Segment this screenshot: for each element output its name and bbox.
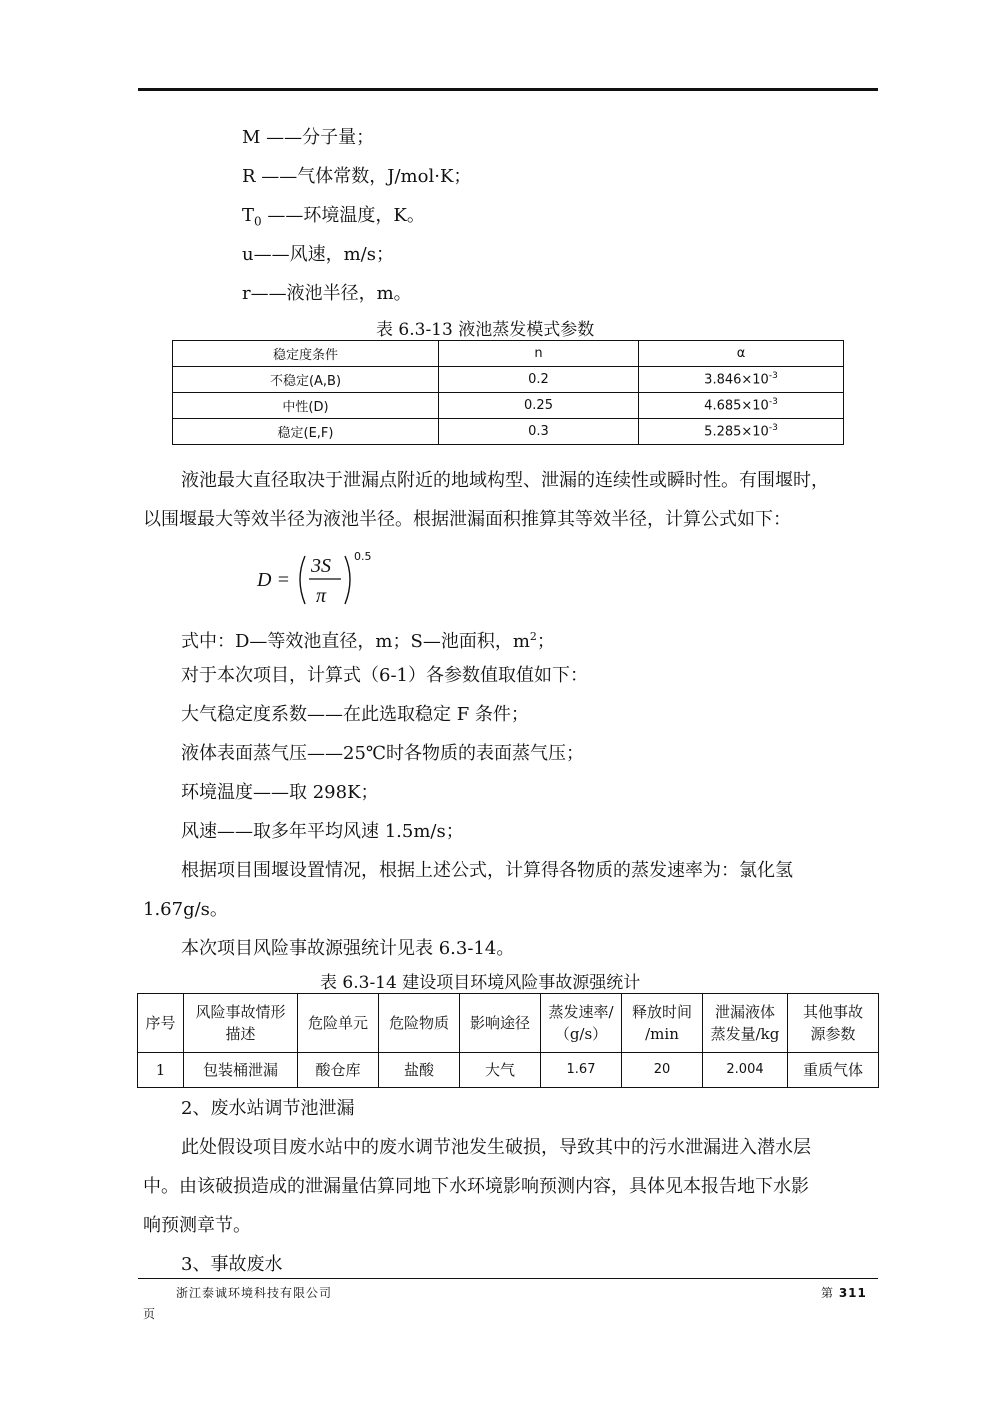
section-heading: 2、废水站调节池泄漏 [181,1098,355,1119]
paragraph: 大气稳定度系数——在此选取稳定 F 条件； [181,704,529,725]
header-cell: 其他事故 源参数 [788,994,879,1053]
formula-lhs: D = [257,569,290,591]
paragraph: 此处假设项目废水站中的废水调节池发生破损，导致其中的污水泄漏进入潜水层 [181,1137,811,1158]
cell: 重质气体 [788,1053,879,1088]
paragraph: 风速——取多年平均风速 1.5m/s； [181,821,464,842]
cell-alpha: $4.685\times 10^{-3}$ [639,393,844,419]
cell-n: 0.2 [439,367,639,393]
paragraph: 以围堰最大等效半径为液池半径。根据泄漏面积推算其等效半径，计算公式如下： [143,509,791,530]
table-header-row [138,994,879,1053]
paragraph: 环境温度——取 298K； [181,782,379,803]
cell: 1.67 [541,1053,622,1088]
header-cell: α [639,341,844,367]
formula-numerator: 3S [311,555,331,577]
cell-stability: 中性(D) [173,393,439,419]
footer-page-suffix: 页 [143,1307,157,1321]
table1-caption: 表 6.3-13 液池蒸发模式参数 [376,320,595,340]
table-header-row [173,341,844,367]
table-row [173,419,844,445]
header-cell: 稳定度条件 [173,341,439,367]
def-m: M ——分子量； [242,127,375,148]
paragraph: 1.67g/s。 [143,899,228,920]
cell: 包装桶泄漏 [184,1053,298,1088]
header-cell: 危险物质 [379,994,460,1053]
paragraph: 本次项目风险事故源强统计见表 6.3-14。 [181,938,515,959]
footer-rule [138,1278,878,1279]
cell-alpha: $5.285\times 10^{-3}$ [639,419,844,445]
right-paren [345,556,350,604]
header-cell: 泄漏液体 蒸发量/kg [703,994,788,1053]
cell-stability: 不稳定(A,B) [173,367,439,393]
def-r-radius: r——液池半径，m。 [242,283,412,304]
cell-stability: 稳定(E,F) [173,419,439,445]
table-row [173,393,844,419]
paragraph: 中。由该破损造成的泄漏量估算同地下水环境影响预测内容，具体见本报告地下水影 [143,1176,809,1197]
paragraph: 液池最大直径取决于泄漏点附近的地域构型、泄漏的连续性或瞬时性。有围堰时， [181,470,829,491]
table1-pool-evaporation-params [172,340,844,445]
cell: 2.004 [703,1053,788,1088]
formula-exponent: 0.5 [354,550,372,563]
paragraph: 液体表面蒸气压——25℃时各物质的表面蒸气压； [181,743,585,764]
header-cell: 风险事故情形 描述 [184,994,298,1053]
table-row [173,367,844,393]
cell: 1 [138,1053,184,1088]
footer-company: 浙江泰诚环境科技有限公司 [176,1286,333,1300]
header-cell: 释放时间 /min [622,994,703,1053]
cell-alpha: $3.846\times 10^{-3}$ [639,367,844,393]
header-rule [138,88,878,91]
header-cell: 影响途径 [460,994,541,1053]
def-t0: $T_0$ ——环境温度，K。 [242,205,425,229]
def-r: R ——气体常数，J/mol·K； [242,166,472,187]
footer-page-number: 第 311 [821,1286,867,1300]
header-cell: 序号 [138,994,184,1053]
paragraph: 响预测章节。 [143,1215,251,1236]
cell-n: 0.3 [439,419,639,445]
header-cell: 危险单元 [298,994,379,1053]
cell-n: 0.25 [439,393,639,419]
table-row [138,1053,879,1088]
def-u: u——风速，m/s； [242,244,394,265]
paragraph: 对于本次项目，计算式（6-1）各参数值取值如下： [181,665,588,686]
cell: 盐酸 [379,1053,460,1088]
left-paren [300,556,305,604]
header-cell: n [439,341,639,367]
cell: 20 [622,1053,703,1088]
formula-denominator: π [316,585,327,607]
cell: 大气 [460,1053,541,1088]
paragraph: 根据项目围堰设置情况，根据上述公式，计算得各物质的蒸发速率为：氯化氢 [181,860,793,881]
header-cell: 蒸发速率/ （g/s） [541,994,622,1053]
diameter-formula [255,548,385,610]
table2-caption: 表 6.3-14 建设项目环境风险事故源强统计 [320,973,641,993]
section-heading: 3、事故废水 [181,1254,283,1275]
cell: 酸仓库 [298,1053,379,1088]
paragraph: 式中：D—等效池直径，m；S—池面积，$m^2$； [181,630,555,652]
table2-risk-source-stats [137,993,879,1088]
